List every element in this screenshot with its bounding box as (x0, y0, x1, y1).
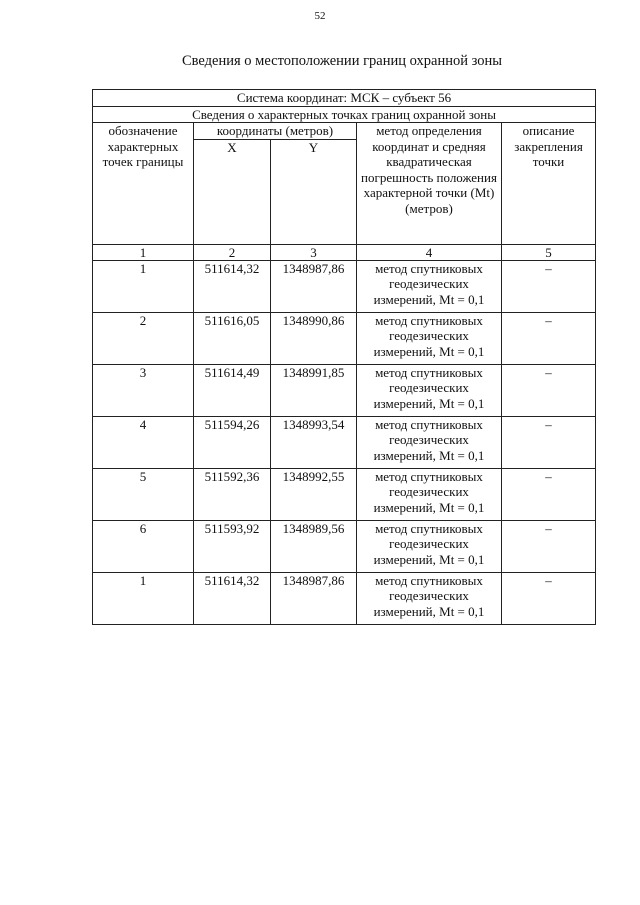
x-coordinate-cell: 511614,32 (194, 260, 271, 312)
section-title: Сведения о характерных точках границ охранной зоны (93, 106, 596, 123)
x-coordinate-cell: 511592,36 (194, 468, 271, 520)
y-coordinate-cell: 1348993,54 (271, 416, 357, 468)
point-cell: 3 (93, 364, 194, 416)
x-coordinate-cell: 511614,32 (194, 572, 271, 624)
column-number-row (93, 244, 596, 260)
description-cell: – (502, 416, 596, 468)
table-row (93, 468, 596, 520)
description-cell: – (502, 260, 596, 312)
method-cell: метод спутниковых геодезических измерений, Mt = 0,1 (357, 468, 502, 520)
x-coordinate-cell: 511594,26 (194, 416, 271, 468)
coordinate-system-label: Система координат: МСК – субъект 56 (93, 90, 596, 107)
coordinate-system-row (93, 90, 596, 107)
column-number-cell: 1 (93, 244, 194, 260)
method-cell: метод спутниковых геодезических измерений, Mt = 0,1 (357, 520, 502, 572)
point-cell: 5 (93, 468, 194, 520)
point-cell: 2 (93, 312, 194, 364)
y-coordinate-cell: 1348987,86 (271, 572, 357, 624)
description-cell: – (502, 312, 596, 364)
description-cell: – (502, 468, 596, 520)
method-cell: метод спутниковых геодезических измерений, Mt = 0,1 (357, 364, 502, 416)
description-cell: – (502, 572, 596, 624)
column-number-cell: 2 (194, 244, 271, 260)
x-coordinate-cell: 511616,05 (194, 312, 271, 364)
table-row (93, 260, 596, 312)
header-y: Y (271, 139, 357, 244)
header-description: описание закрепления точки (502, 123, 596, 245)
method-cell: метод спутниковых геодезических измерений, Mt = 0,1 (357, 416, 502, 468)
point-cell: 6 (93, 520, 194, 572)
page-title: Сведения о местоположении границ охранной зоны (181, 53, 502, 69)
header-row (93, 123, 596, 140)
header-designation: обозначение характерных точек границы (93, 123, 194, 245)
y-coordinate-cell: 1348992,55 (271, 468, 357, 520)
table-row (93, 364, 596, 416)
header-coordinates: координаты (метров) (194, 123, 357, 140)
column-number-cell: 3 (271, 244, 357, 260)
point-cell: 1 (93, 260, 194, 312)
table-row (93, 416, 596, 468)
method-cell: метод спутниковых геодезических измерений, Mt = 0,1 (357, 260, 502, 312)
description-cell: – (502, 364, 596, 416)
y-coordinate-cell: 1348989,56 (271, 520, 357, 572)
y-coordinate-cell: 1348990,86 (271, 312, 357, 364)
method-cell: метод спутниковых геодезических измерений, Mt = 0,1 (357, 572, 502, 624)
page-number: 52 (314, 10, 326, 22)
boundary-points-table (92, 89, 596, 625)
point-cell: 4 (93, 416, 194, 468)
table-row (93, 572, 596, 624)
header-method: метод определения координат и средняя квадратическая погрешность положения характерной точки (Mt) (метров) (357, 123, 502, 245)
description-cell: – (502, 520, 596, 572)
x-coordinate-cell: 511593,92 (194, 520, 271, 572)
y-coordinate-cell: 1348987,86 (271, 260, 357, 312)
method-cell: метод спутниковых геодезических измерений, Mt = 0,1 (357, 312, 502, 364)
section-title-row (93, 106, 596, 123)
table-row (93, 520, 596, 572)
table-row (93, 312, 596, 364)
point-cell: 1 (93, 572, 194, 624)
column-number-cell: 5 (502, 244, 596, 260)
column-number-cell: 4 (357, 244, 502, 260)
y-coordinate-cell: 1348991,85 (271, 364, 357, 416)
x-coordinate-cell: 511614,49 (194, 364, 271, 416)
header-x: X (194, 139, 271, 244)
